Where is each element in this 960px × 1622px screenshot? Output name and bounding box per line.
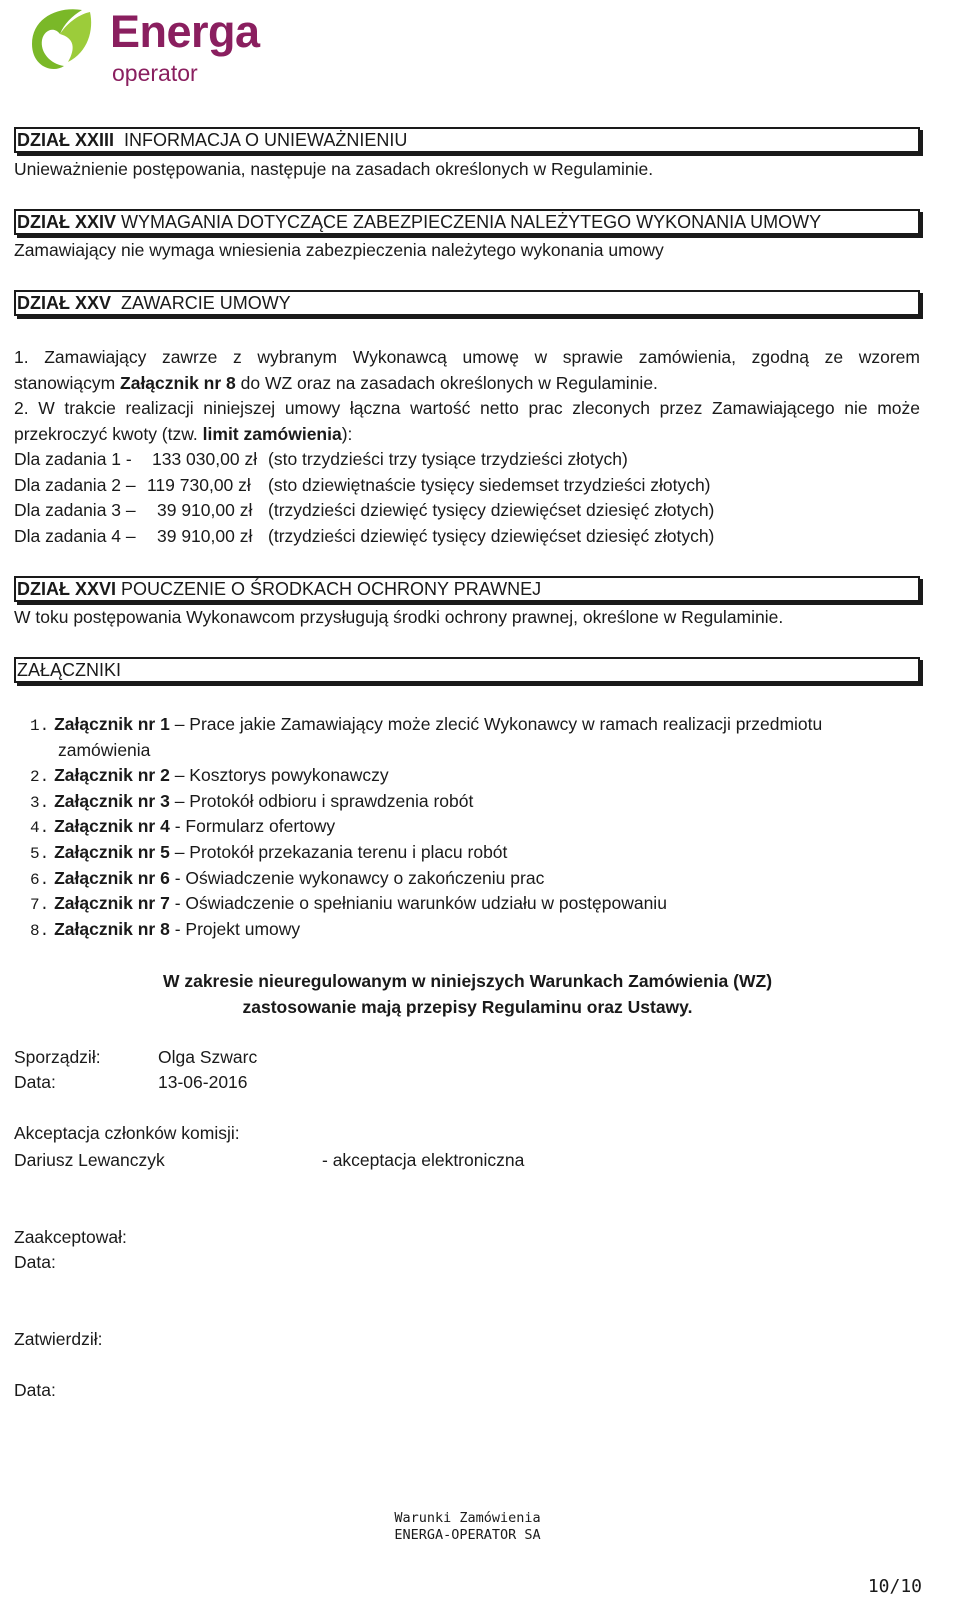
- list-item: 6. Załącznik nr 6 - Oświadczenie wykonawcy o zakończeniu prac: [30, 868, 545, 889]
- section-25-p1-line2: stanowiącym Załącznik nr 8 do WZ oraz na zasadach określonych w Regulaminie.: [14, 373, 658, 393]
- section-23-body: Unieważnienie postępowania, następuje na zasadach określonych w Regulaminie.: [14, 159, 654, 179]
- closing-line-2: zastosowanie mają przepisy Regulaminu oraz Ustawy.: [242, 997, 693, 1017]
- energa-leaf-icon: [24, 4, 104, 84]
- closing-line-1: W zakresie nieuregulowanym w niniejszych Warunkach Zamówienia (WZ): [162, 971, 773, 991]
- approved-by-label: Zatwierdził:: [14, 1329, 103, 1349]
- section-heading-26: DZIAŁ XXVI POUCZENIE O ŚRODKACH OCHRONY PRAWNEJ: [14, 576, 920, 602]
- list-item: 2. Załącznik nr 2 – Kosztorys powykonawczy: [30, 765, 389, 786]
- committee-member: Dariusz Lewanczyk: [14, 1150, 165, 1170]
- list-item: 7. Załącznik nr 7 - Oświadczenie o spełnianiu warunków udziału w postępowaniu: [30, 893, 667, 914]
- task-row: Dla zadania 1 - 133 030,00 zł (sto trzydzieści trzy tysiące trzydzieści złotych): [14, 449, 628, 469]
- list-item: 8. Załącznik nr 8 - Projekt umowy: [30, 919, 301, 940]
- energa-operator-logo: [24, 4, 274, 92]
- list-item: 1. Załącznik nr 1 – Prace jakie Zamawiający może zlecić Wykonawcy w ramach realizacji przedmiotu: [30, 714, 823, 735]
- list-item: 5. Załącznik nr 5 – Protokół przekazania terenu i placu robót: [30, 842, 508, 863]
- committee-member-note: - akceptacja elektroniczna: [322, 1150, 525, 1170]
- date-label: Data:: [14, 1072, 56, 1092]
- committee-label: Akceptacja członków komisji:: [14, 1123, 240, 1143]
- task-row: Dla zadania 4 – 39 910,00 zł (trzydzieści dziewięć tysięcy dziewięćset dziesięć złotych): [14, 526, 715, 546]
- section-25-p2-line1: 2. W trakcie realizacji niniejszej umowy łączna wartość netto prac zleconych przez Zamawiającego nie może: [14, 398, 920, 418]
- section-heading-25: DZIAŁ XXV ZAWARCIE UMOWY: [14, 290, 920, 316]
- section-heading-24: DZIAŁ XXIV WYMAGANIA DOTYCZĄCE ZABEZPIECZENIA NALEŻYTEGO WYKONANIA UMOWY: [14, 209, 920, 235]
- footer-line-1: Warunki Zamówienia: [394, 1510, 541, 1526]
- logo-sub-text: operator: [112, 60, 198, 86]
- approved-date-label: Data:: [14, 1380, 56, 1400]
- section-heading-23: DZIAŁ XXIII INFORMACJA O UNIEWAŻNIENIU: [14, 127, 920, 153]
- footer-line-2: ENERGA-OPERATOR SA: [394, 1527, 541, 1543]
- date-value: 13-06-2016: [158, 1072, 248, 1092]
- task-row: Dla zadania 3 – 39 910,00 zł (trzydzieści dziewięć tysięcy dziewięćset dziesięć złotych): [14, 500, 715, 520]
- section-24-body: Zamawiający nie wymaga wniesienia zabezpieczenia należytego wykonania umowy: [14, 240, 664, 260]
- list-item: 3. Załącznik nr 3 – Protokół odbioru i sprawdzenia robót: [30, 791, 474, 812]
- section-25-p2-line2: przekroczyć kwoty (tzw. limit zamówienia):: [14, 424, 353, 444]
- list-item: 4. Załącznik nr 4 - Formularz ofertowy: [30, 816, 336, 837]
- prepared-by-value: Olga Szwarc: [158, 1047, 258, 1067]
- section-26-body: W toku postępowania Wykonawcom przysługują środki ochrony prawnej, określone w Regulaminie.: [14, 607, 784, 627]
- accepted-date-label: Data:: [14, 1252, 56, 1272]
- list-item-continuation: zamówienia: [58, 740, 151, 760]
- section-25-p1-line1: 1. Zamawiający zawrze z wybranym Wykonawcą umowę w sprawie zamówienia, zgodną ze wzorem: [14, 347, 920, 367]
- logo-brand-text: Energa: [110, 6, 260, 57]
- prepared-by-label: Sporządził:: [14, 1047, 101, 1067]
- page-number: 10/10: [867, 1576, 922, 1597]
- attachments-heading: ZAŁĄCZNIKI: [14, 657, 920, 683]
- accepted-by-label: Zaakceptował:: [14, 1227, 127, 1247]
- task-row: Dla zadania 2 – 119 730,00 zł (sto dziewiętnaście tysięcy siedemset trzydzieści złotych): [14, 475, 711, 495]
